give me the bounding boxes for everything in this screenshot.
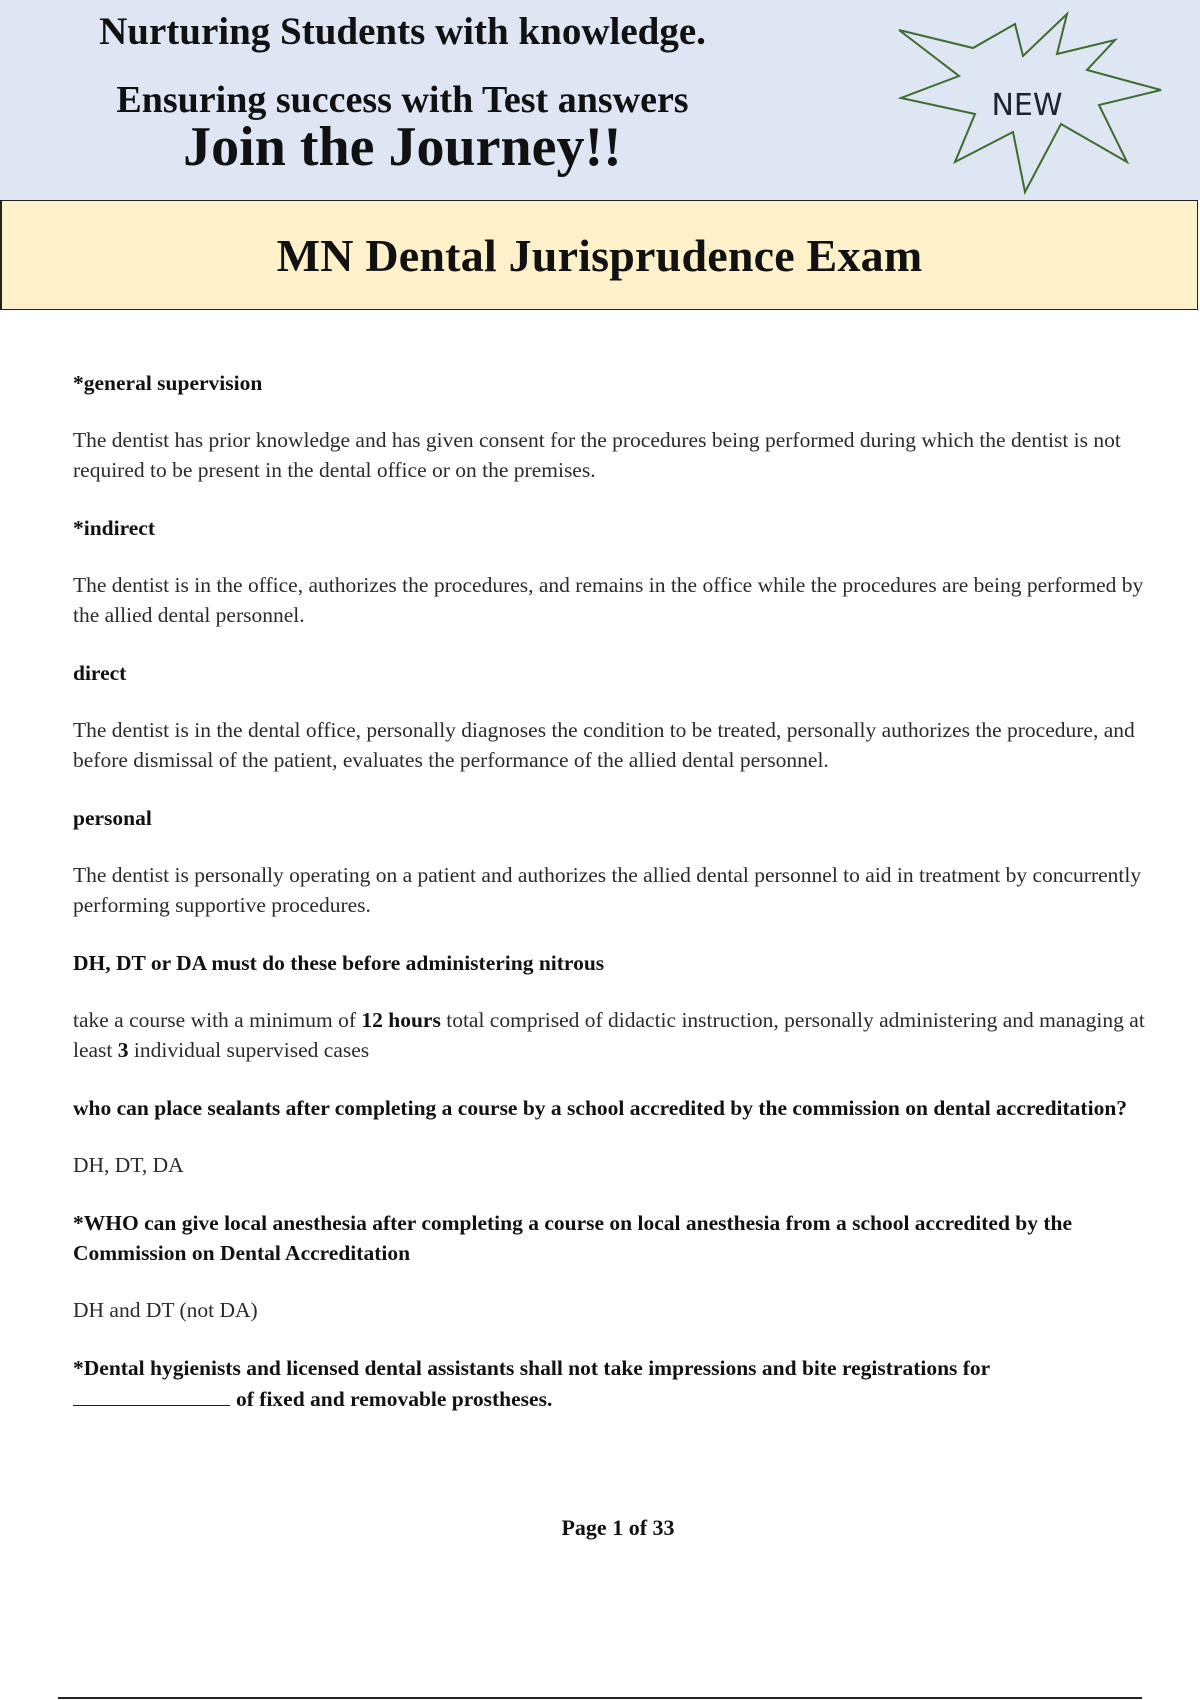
answer-cases: 3 bbox=[117, 1038, 129, 1062]
banner-tagline-2: Ensuring success with Test answers bbox=[116, 79, 689, 121]
question-nitrous-requirements: DH, DT or DA must do these before administering nitrous bbox=[73, 951, 605, 975]
promo-banner bbox=[0, 0, 1200, 200]
page-number: Page 1 of 33 bbox=[561, 1515, 675, 1540]
term-general-supervision: *general supervision bbox=[73, 371, 263, 395]
question-sealants: who can place sealants after completing a course by a school accredited by the commission on dental accreditation? bbox=[73, 1096, 1128, 1120]
definition-personal: The dentist is personally operating on a patient and authorizes the allied dental personnel to aid in treatment by concurrently performing supportive procedures. bbox=[73, 863, 1142, 917]
definition-indirect: The dentist is in the office, authorizes the procedures, and remains in the office while the procedures are being performed by the allied dental personnel. bbox=[73, 573, 1144, 627]
term-personal: personal bbox=[73, 806, 152, 830]
answer-text: take a course with a minimum of bbox=[73, 1008, 362, 1032]
answer-nitrous-requirements bbox=[73, 1005, 1163, 1065]
footer-divider bbox=[58, 1697, 1142, 1699]
definition-direct: The dentist is in the dental office, personally diagnoses the condition to be treated, personally authorizes the procedure, and before dismissal of the patient, evaluates the performance of the allied dental personnel. bbox=[73, 718, 1135, 772]
question-local-anesthesia: *WHO can give local anesthesia after completing a course on local anesthesia from a school accredited by the Commission on Dental Accreditation bbox=[73, 1211, 1073, 1265]
answer-text: total comprised of didactic instruction, personally administering and managing at least bbox=[73, 1008, 1145, 1062]
question-impressions bbox=[73, 1353, 1163, 1414]
banner-headline: Join the Journey!! bbox=[183, 116, 622, 178]
definition-general-supervision: The dentist has prior knowledge and has given consent for the procedures being performed during which the dentist is not required to be present in the dental office or on the premises. bbox=[73, 428, 1121, 482]
answer-blank bbox=[73, 1383, 230, 1406]
question-text: *Dental hygienists and licensed dental assistants shall not take impressions and bite registrations for bbox=[73, 1356, 991, 1380]
term-direct: direct bbox=[73, 661, 127, 685]
flashcard-content bbox=[73, 368, 1163, 1414]
new-badge-label: NEW bbox=[991, 88, 1063, 123]
new-starburst-badge bbox=[895, 10, 1165, 196]
term-indirect: *indirect bbox=[73, 516, 156, 540]
answer-local-anesthesia: DH and DT (not DA) bbox=[73, 1298, 258, 1322]
answer-sealants: DH, DT, DA bbox=[73, 1153, 184, 1177]
question-text: of fixed and removable prostheses. bbox=[236, 1387, 553, 1411]
banner-tagline-1: Nurturing Students with knowledge. bbox=[99, 10, 706, 53]
answer-text: individual supervised cases bbox=[128, 1038, 370, 1062]
exam-title: MN Dental Jurisprudence Exam bbox=[276, 229, 923, 281]
answer-hours: 12 hours bbox=[361, 1008, 441, 1032]
exam-title-box bbox=[0, 200, 1198, 310]
